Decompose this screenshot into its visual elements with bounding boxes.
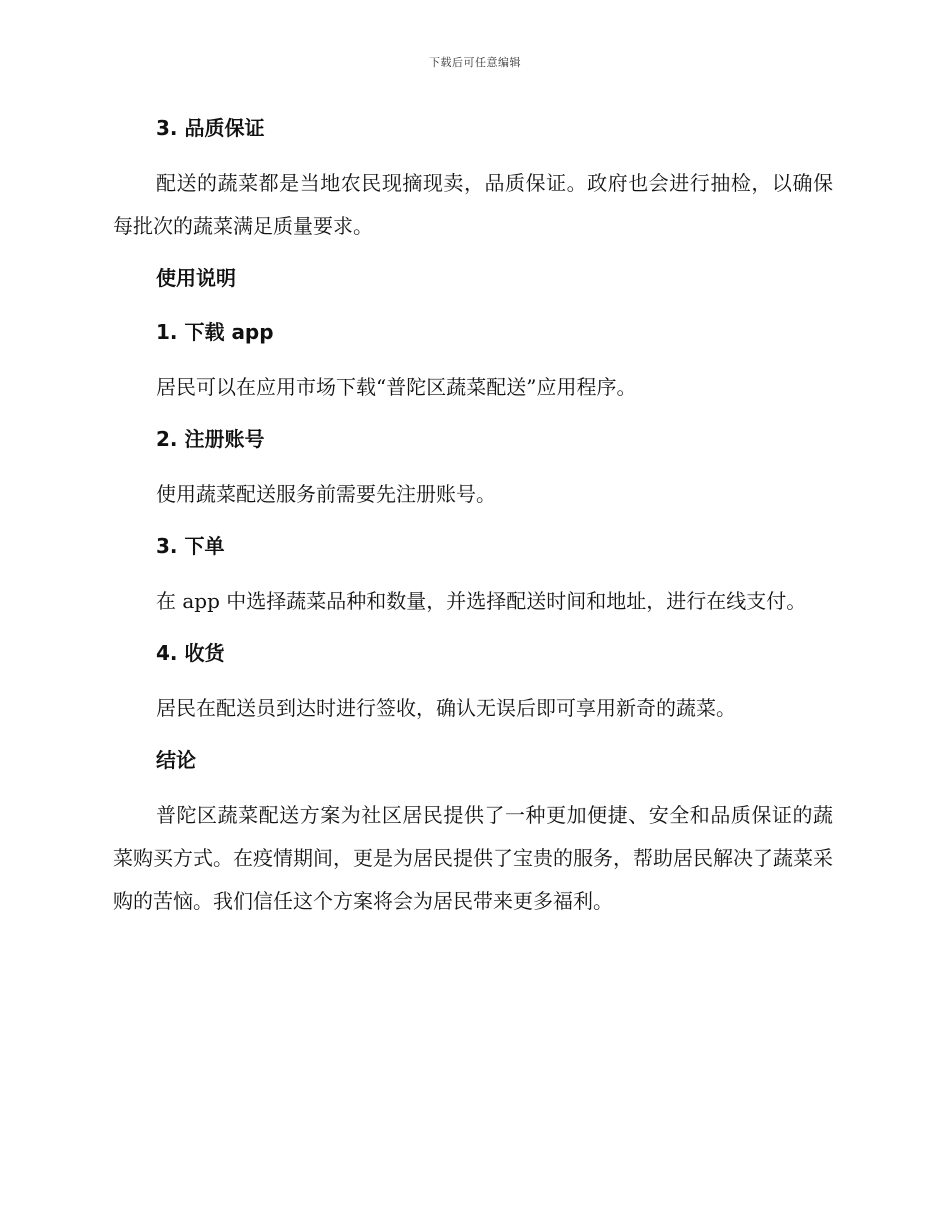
header-note: 下载后可任意编辑 <box>429 56 521 69</box>
paragraph-order: 在 app 中选择蔬菜品种和数量，并选择配送时间和地址，进行在线支付。 <box>156 589 807 613</box>
section-heading-conclusion: 结论 <box>156 748 196 772</box>
step-heading-register: 2. 注册账号 <box>156 427 265 451</box>
section-heading-usage: 使用说明 <box>156 266 236 290</box>
paragraph-quality: 配送的蔬菜都是当地农民现摘现卖，品质保证。政府也会进行抽检，以确保每批次的蔬菜满足质量要求。 <box>113 171 833 238</box>
paragraph-conclusion: 普陀区蔬菜配送方案为社区居民提供了一种更加便捷、安全和品质保证的蔬菜购买方式。在疫情期间，更是为居民提供了宝贵的服务，帮助居民解决了蔬菜采购的苦恼。我们信任这个方案将会为居民带来更多福利。 <box>113 803 833 913</box>
paragraph-receive: 居民在配送员到达时进行签收，确认无误后即可享用新奇的蔬菜。 <box>156 696 736 720</box>
paragraph-register: 使用蔬菜配送服务前需要先注册账号。 <box>156 482 496 506</box>
step-heading-receive: 4. 收货 <box>156 641 225 665</box>
step-heading-download: 1. 下载 app <box>156 320 274 344</box>
section-heading-quality: 3. 品质保证 <box>156 116 265 140</box>
paragraph-download: 居民可以在应用市场下载“普陀区蔬菜配送”应用程序。 <box>156 375 637 399</box>
step-heading-order: 3. 下单 <box>156 534 225 558</box>
document-body <box>113 108 833 933</box>
